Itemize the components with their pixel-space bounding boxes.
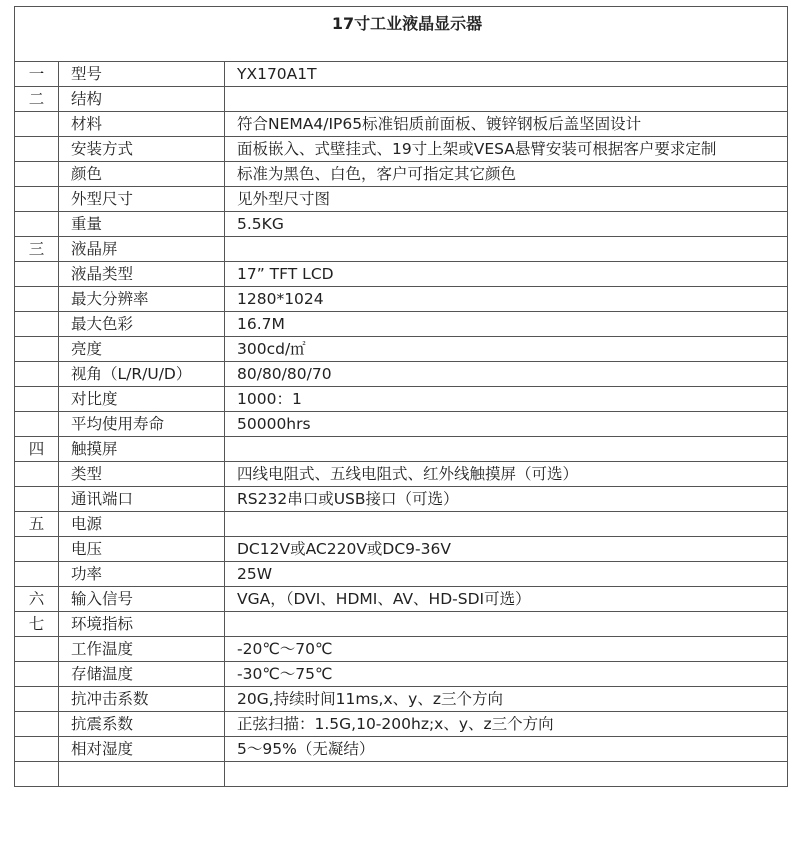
table-row [15, 612, 788, 637]
spec-value-cell: 5～95%（无凝结） [225, 737, 788, 762]
spec-value-cell: 16.7M [225, 312, 788, 337]
table-row [15, 562, 788, 587]
spec-value-cell: 见外型尺寸图 [225, 187, 788, 212]
table-row [15, 737, 788, 762]
section-number-cell [15, 412, 59, 437]
table-row [15, 712, 788, 737]
spec-name-cell: 电压 [59, 537, 225, 562]
section-number-cell [15, 262, 59, 287]
section-number-cell: 七 [15, 612, 59, 637]
spec-value-cell: 符合NEMA4/IP65标准铝质前面板、镀锌钢板后盖坚固设计 [225, 112, 788, 137]
table-row [15, 662, 788, 687]
spec-name-cell: 最大色彩 [59, 312, 225, 337]
section-number-cell [15, 212, 59, 237]
spec-value-cell [225, 437, 788, 462]
spec-name-cell: 安装方式 [59, 137, 225, 162]
table-row [15, 162, 788, 187]
spec-name-cell: 触摸屏 [59, 437, 225, 462]
section-number-cell [15, 737, 59, 762]
table-row [15, 87, 788, 112]
spec-name-cell [59, 762, 225, 787]
spec-table-body [15, 7, 788, 787]
section-number-cell [15, 187, 59, 212]
spec-value-cell: 50000hrs [225, 412, 788, 437]
section-number-cell [15, 487, 59, 512]
spec-name-cell: 通讯端口 [59, 487, 225, 512]
spec-name-cell: 工作温度 [59, 637, 225, 662]
section-number-cell [15, 762, 59, 787]
spec-value-cell: 标准为黑色、白色，客户可指定其它颜色 [225, 162, 788, 187]
spec-value-cell: 1280*1024 [225, 287, 788, 312]
table-row [15, 187, 788, 212]
spec-value-cell: 300cd/㎡ [225, 337, 788, 362]
table-row [15, 262, 788, 287]
spec-name-cell: 材料 [59, 112, 225, 137]
spec-table [14, 6, 788, 787]
section-number-cell [15, 387, 59, 412]
table-row [15, 312, 788, 337]
table-row [15, 462, 788, 487]
spec-name-cell: 输入信号 [59, 587, 225, 612]
spec-name-cell: 颜色 [59, 162, 225, 187]
table-row [15, 212, 788, 237]
spec-value-cell: RS232串口或USB接口（可选） [225, 487, 788, 512]
spec-value-cell: VGA，（DVI、HDMI、AV、HD-SDI可选） [225, 587, 788, 612]
table-row [15, 487, 788, 512]
table-row [15, 287, 788, 312]
table-row [15, 762, 788, 787]
section-number-cell [15, 312, 59, 337]
spec-name-cell: 液晶类型 [59, 262, 225, 287]
section-number-cell [15, 137, 59, 162]
section-number-cell [15, 562, 59, 587]
spec-value-cell [225, 512, 788, 537]
spec-value-cell: 四线电阻式、五线电阻式、红外线触摸屏（可选） [225, 462, 788, 487]
spec-name-cell: 功率 [59, 562, 225, 587]
title-row [15, 7, 788, 62]
section-number-cell [15, 337, 59, 362]
table-row [15, 112, 788, 137]
spec-name-cell: 相对湿度 [59, 737, 225, 762]
section-number-cell: 一 [15, 62, 59, 87]
spec-name-cell: 平均使用寿命 [59, 412, 225, 437]
spec-name-cell: 视角（L/R/U/D） [59, 362, 225, 387]
spec-value-cell: -30℃～75℃ [225, 662, 788, 687]
table-row [15, 587, 788, 612]
section-number-cell [15, 462, 59, 487]
section-number-cell: 五 [15, 512, 59, 537]
table-row [15, 537, 788, 562]
spec-name-cell: 结构 [59, 87, 225, 112]
spec-value-cell: 80/80/80/70 [225, 362, 788, 387]
spec-name-cell: 抗震系数 [59, 712, 225, 737]
section-number-cell: 四 [15, 437, 59, 462]
spec-name-cell: 最大分辨率 [59, 287, 225, 312]
table-row [15, 387, 788, 412]
section-number-cell: 二 [15, 87, 59, 112]
spec-value-cell: 面板嵌入、式壁挂式、19寸上架或VESA悬臂安装可根据客户要求定制 [225, 137, 788, 162]
section-number-cell [15, 637, 59, 662]
spec-name-cell: 型号 [59, 62, 225, 87]
table-row [15, 412, 788, 437]
spec-name-cell: 存储温度 [59, 662, 225, 687]
spec-name-cell: 抗冲击系数 [59, 687, 225, 712]
spec-name-cell: 亮度 [59, 337, 225, 362]
table-title: 17寸工业液晶显示器 [15, 7, 788, 62]
table-row [15, 62, 788, 87]
section-number-cell: 六 [15, 587, 59, 612]
spec-name-cell: 电源 [59, 512, 225, 537]
spec-name-cell: 液晶屏 [59, 237, 225, 262]
table-row [15, 687, 788, 712]
table-row [15, 637, 788, 662]
spec-name-cell: 环境指标 [59, 612, 225, 637]
spec-value-cell: DC12V或AC220V或DC9-36V [225, 537, 788, 562]
section-number-cell [15, 287, 59, 312]
spec-value-cell: 20G,持续时间11ms,x、y、z三个方向 [225, 687, 788, 712]
section-number-cell [15, 362, 59, 387]
spec-value-cell: 17” TFT LCD [225, 262, 788, 287]
spec-value-cell [225, 762, 788, 787]
spec-name-cell: 外型尺寸 [59, 187, 225, 212]
section-number-cell [15, 687, 59, 712]
section-number-cell [15, 162, 59, 187]
section-number-cell [15, 537, 59, 562]
spec-name-cell: 重量 [59, 212, 225, 237]
table-row [15, 137, 788, 162]
spec-value-cell: 5.5KG [225, 212, 788, 237]
spec-value-cell: YX170A1T [225, 62, 788, 87]
spec-value-cell: 25W [225, 562, 788, 587]
table-row [15, 437, 788, 462]
spec-name-cell: 对比度 [59, 387, 225, 412]
table-row [15, 337, 788, 362]
table-row [15, 512, 788, 537]
spec-value-cell: 1000：1 [225, 387, 788, 412]
table-row [15, 362, 788, 387]
section-number-cell: 三 [15, 237, 59, 262]
spec-value-cell [225, 87, 788, 112]
spec-value-cell [225, 237, 788, 262]
table-row [15, 237, 788, 262]
spec-name-cell: 类型 [59, 462, 225, 487]
section-number-cell [15, 112, 59, 137]
spec-value-cell [225, 612, 788, 637]
spec-value-cell: 正弦扫描：1.5G,10-200hz;x、y、z三个方向 [225, 712, 788, 737]
section-number-cell [15, 712, 59, 737]
spec-value-cell: -20℃～70℃ [225, 637, 788, 662]
section-number-cell [15, 662, 59, 687]
